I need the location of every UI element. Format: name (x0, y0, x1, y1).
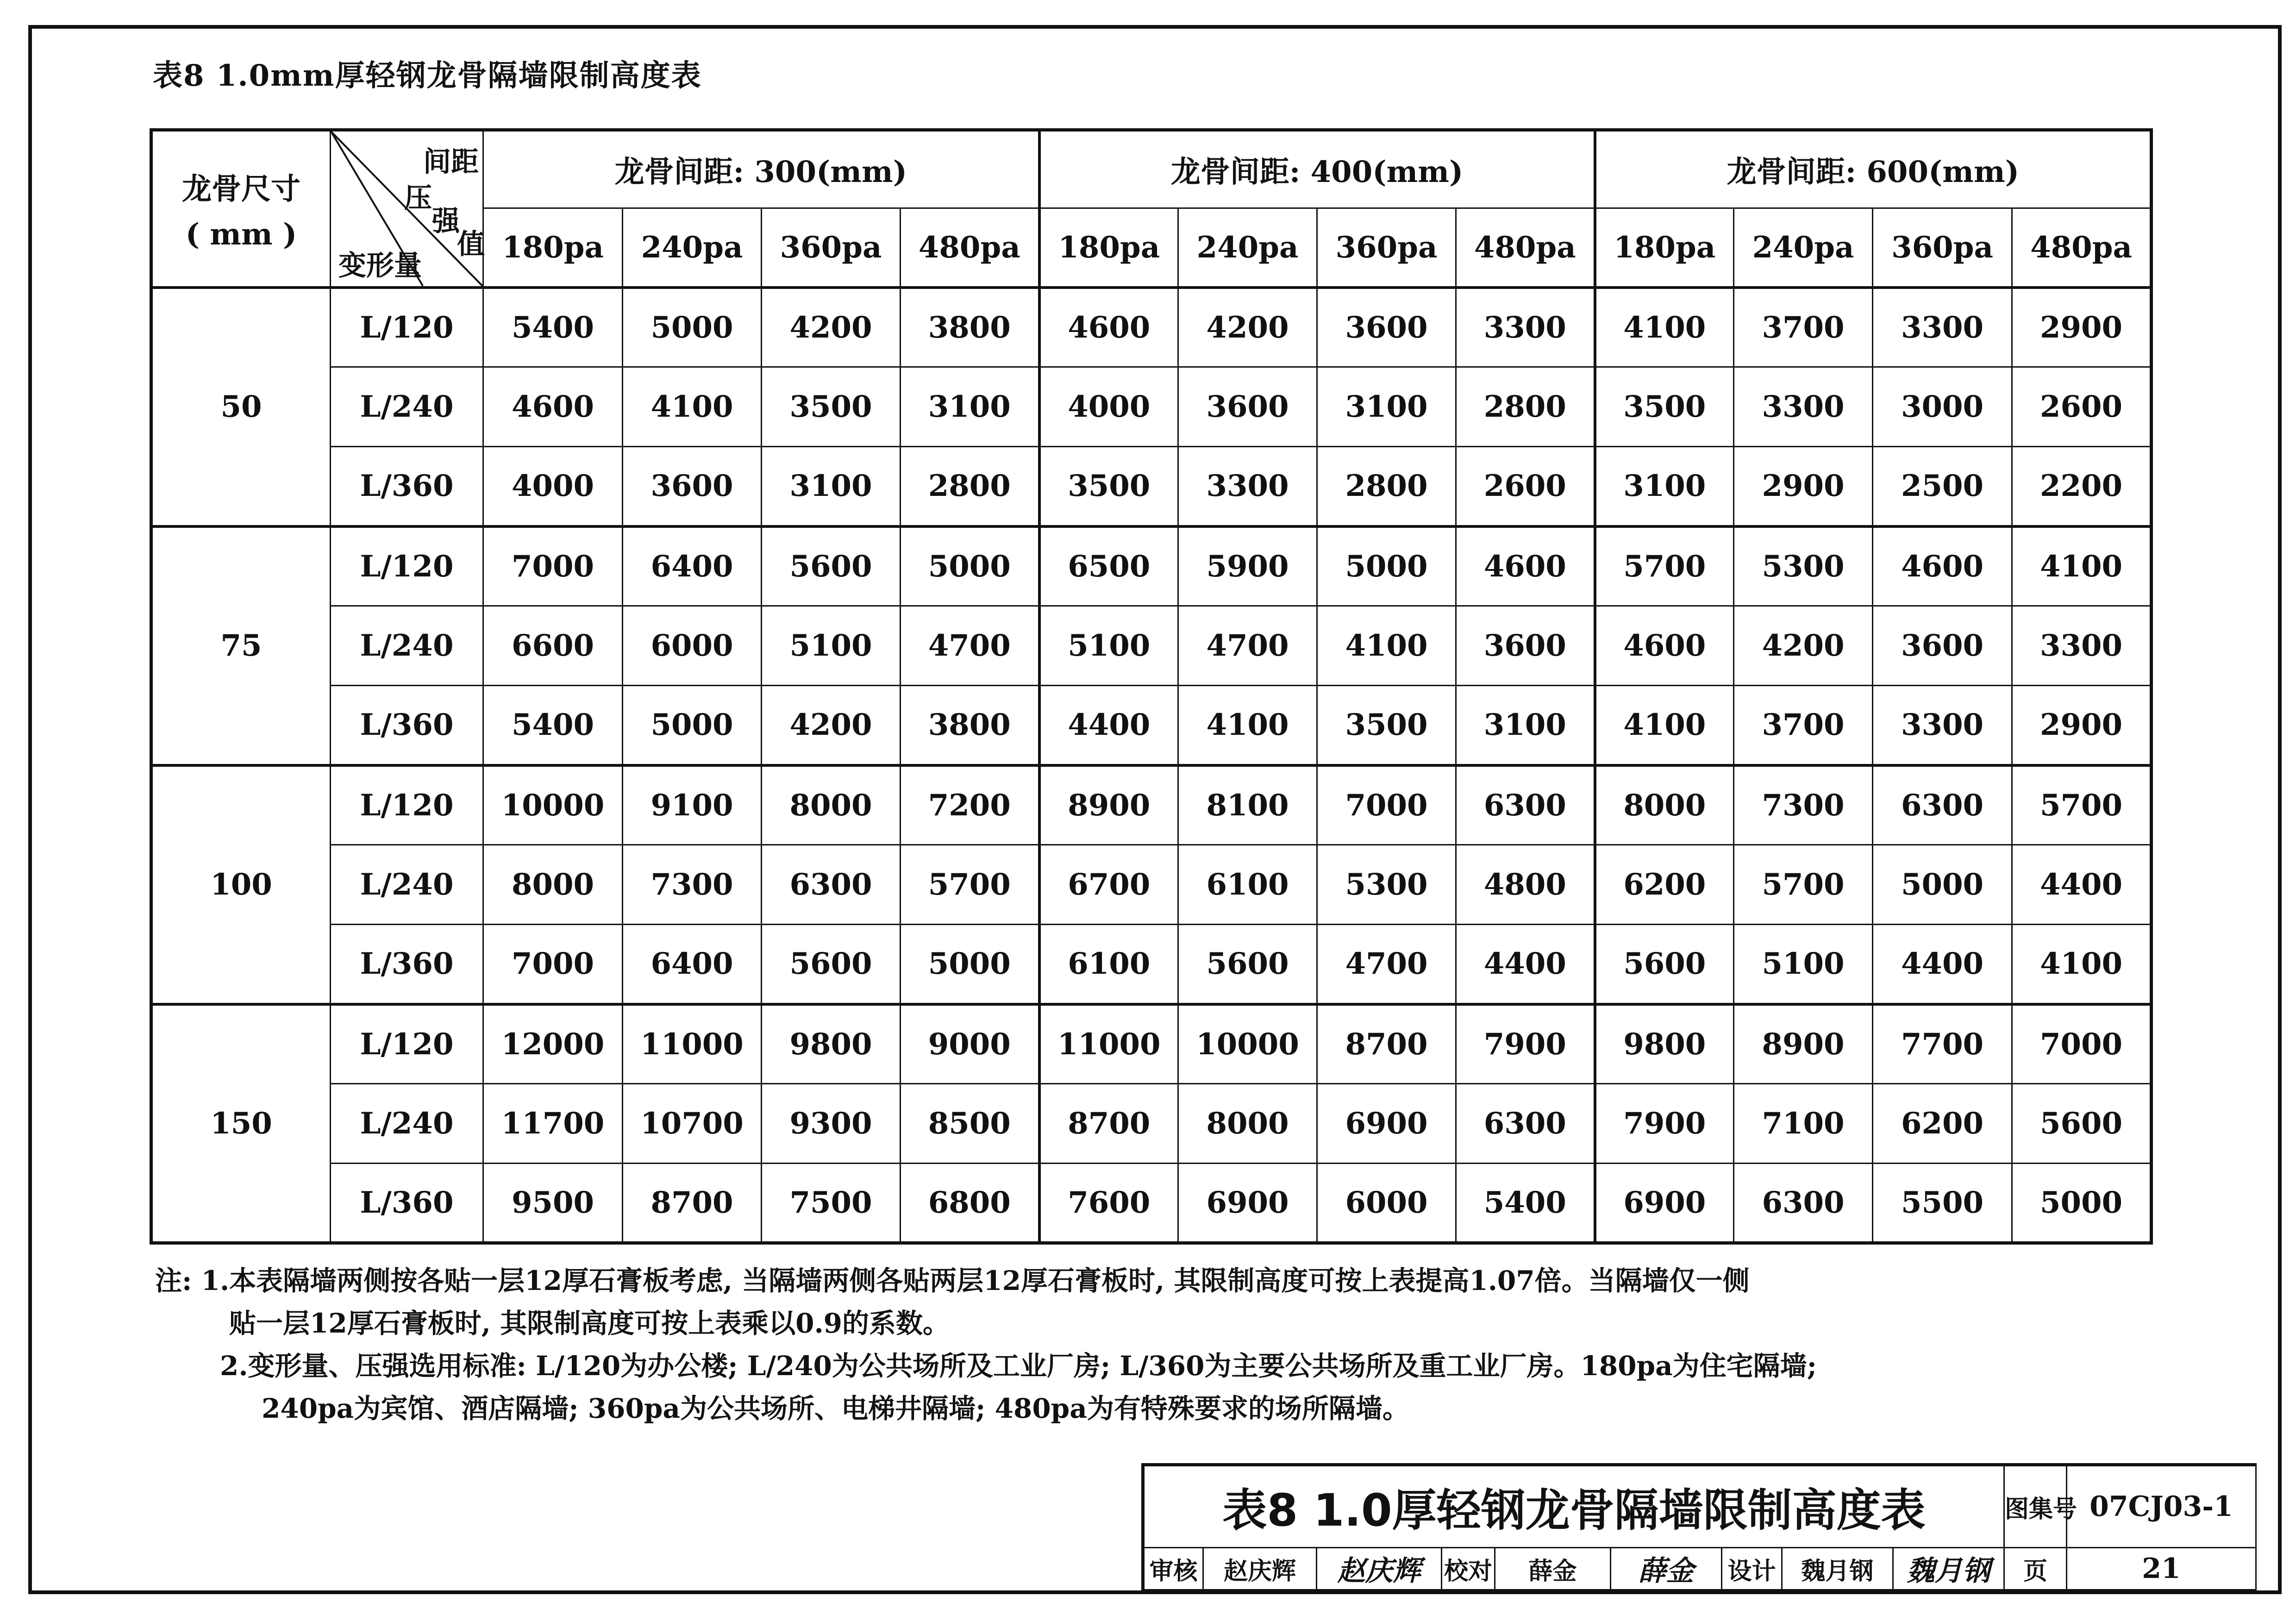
deformation-cell: L/120 (331, 288, 483, 367)
height-value-cell: 5300 (1734, 526, 1873, 606)
height-value-cell: 7900 (1456, 1004, 1595, 1084)
note-2-line-2: 240pa为宾馆、酒店隔墙; 360pa为公共场所、电梯井隔墙; 480pa为有特殊要求的场所隔墙。 (262, 1393, 1409, 1424)
height-value-cell: 2800 (901, 447, 1039, 526)
deformation-cell: L/360 (331, 686, 483, 765)
group-header-300: 龙骨间距: 300(mm) (483, 130, 1039, 208)
height-value-cell: 9800 (762, 1004, 901, 1084)
height-value-cell: 3500 (1595, 367, 1734, 447)
height-value-cell: 4200 (1178, 288, 1317, 367)
height-value-cell: 3100 (1595, 447, 1734, 526)
header-diagonal-cell (331, 130, 483, 288)
header-stud-size-unit: ( mm ) (185, 217, 297, 252)
height-value-cell: 4700 (1178, 606, 1317, 686)
height-value-cell: 8900 (1734, 1004, 1873, 1084)
height-value-cell: 5000 (901, 526, 1039, 606)
height-value-cell: 6800 (901, 1164, 1039, 1243)
height-value-cell: 9300 (762, 1084, 901, 1164)
height-value-cell: 6200 (1595, 845, 1734, 925)
deformation-cell: L/120 (331, 526, 483, 606)
height-value-cell: 8700 (1039, 1084, 1178, 1164)
height-value-cell: 5500 (1873, 1164, 2012, 1243)
height-value-cell: 6100 (1178, 845, 1317, 925)
height-value-cell: 6400 (623, 925, 762, 1004)
height-value-cell: 7100 (1734, 1084, 1873, 1164)
deformation-cell: L/120 (331, 765, 483, 845)
height-value-cell: 4000 (483, 447, 623, 526)
table-row (151, 447, 2152, 526)
height-value-cell: 8100 (1178, 765, 1317, 845)
height-value-cell: 10700 (623, 1084, 762, 1164)
height-value-cell: 5300 (1317, 845, 1456, 925)
pressure-header-0: 180pa (483, 208, 623, 288)
height-value-cell: 3600 (623, 447, 762, 526)
height-value-cell: 4100 (2012, 925, 2152, 1004)
deformation-cell: L/360 (331, 925, 483, 1004)
note-1-line-1: 注: 1.本表隔墙两侧按各贴一层12厚石膏板考虑, 当隔墙两侧各贴两层12厚石膏板时, 其限制高度可按上表提高1.07倍。当隔墙仅一侧 (155, 1265, 1750, 1296)
height-value-cell: 7500 (762, 1164, 901, 1243)
deformation-cell: L/360 (331, 1164, 483, 1243)
height-value-cell: 12000 (483, 1004, 623, 1084)
height-value-cell: 3100 (1456, 686, 1595, 765)
height-value-cell: 6900 (1178, 1164, 1317, 1243)
deformation-cell: L/240 (331, 606, 483, 686)
height-value-cell: 8500 (901, 1084, 1039, 1164)
reviewer-signature: 赵庆辉 (1317, 1548, 1442, 1590)
height-value-cell: 6200 (1873, 1084, 2012, 1164)
height-value-cell: 6700 (1039, 845, 1178, 925)
diag-pressure-3: 值 (457, 228, 485, 261)
height-value-cell: 5400 (483, 288, 623, 367)
pressure-header-11: 480pa (2012, 208, 2152, 288)
height-value-cell: 9500 (483, 1164, 623, 1243)
height-value-cell: 2900 (2012, 288, 2152, 367)
height-value-cell: 11000 (1039, 1004, 1178, 1084)
group-header-600: 龙骨间距: 600(mm) (1595, 130, 2152, 208)
designer-name: 魏月钢 (1782, 1548, 1893, 1590)
height-value-cell: 5900 (1178, 526, 1317, 606)
height-value-cell: 4600 (1595, 606, 1734, 686)
height-value-cell: 5600 (2012, 1084, 2152, 1164)
height-value-cell: 9000 (901, 1004, 1039, 1084)
pressure-header-3: 480pa (901, 208, 1039, 288)
deformation-cell: L/240 (331, 367, 483, 447)
table-row (151, 686, 2152, 765)
height-value-cell: 6300 (762, 845, 901, 925)
height-value-cell: 3300 (1734, 367, 1873, 447)
table-row (151, 526, 2152, 606)
height-value-cell: 5700 (1595, 526, 1734, 606)
height-value-cell: 4700 (1317, 925, 1456, 1004)
height-value-cell: 3800 (901, 686, 1039, 765)
height-value-cell: 8000 (762, 765, 901, 845)
height-value-cell: 6400 (623, 526, 762, 606)
height-value-cell: 3700 (1734, 686, 1873, 765)
header-stud-size (151, 130, 331, 288)
height-value-cell: 2600 (2012, 367, 2152, 447)
height-value-cell: 4400 (1873, 925, 2012, 1004)
diag-pressure-2: 强 (432, 205, 460, 238)
height-value-cell: 4100 (623, 367, 762, 447)
height-value-cell: 8900 (1039, 765, 1178, 845)
height-value-cell: 6900 (1595, 1164, 1734, 1243)
height-value-cell: 3500 (1039, 447, 1178, 526)
pressure-header-8: 180pa (1595, 208, 1734, 288)
height-value-cell: 4000 (1039, 367, 1178, 447)
pressure-header-7: 480pa (1456, 208, 1595, 288)
height-value-cell: 7000 (483, 526, 623, 606)
height-value-cell: 4100 (1595, 686, 1734, 765)
height-value-cell: 3000 (1873, 367, 2012, 447)
height-value-cell: 6300 (1456, 765, 1595, 845)
height-value-cell: 3100 (1317, 367, 1456, 447)
height-value-cell: 7300 (623, 845, 762, 925)
table-row (151, 288, 2152, 367)
height-value-cell: 8700 (1317, 1004, 1456, 1084)
height-value-cell: 5600 (1595, 925, 1734, 1004)
stud-size-cell: 100 (151, 765, 331, 1004)
title-block (1141, 1463, 2257, 1590)
height-value-cell: 5700 (2012, 765, 2152, 845)
diag-deformation-label: 变形量 (338, 250, 422, 282)
pressure-header-10: 360pa (1873, 208, 2012, 288)
height-value-cell: 7900 (1595, 1084, 1734, 1164)
table-row (151, 1004, 2152, 1084)
height-value-cell: 4600 (1456, 526, 1595, 606)
height-value-cell: 7700 (1873, 1004, 2012, 1084)
height-value-cell: 6600 (483, 606, 623, 686)
reviewer-name: 赵庆辉 (1203, 1548, 1317, 1590)
stud-size-cell: 50 (151, 288, 331, 526)
table-row (151, 925, 2152, 1004)
height-value-cell: 3600 (1456, 606, 1595, 686)
height-value-cell: 5700 (1734, 845, 1873, 925)
height-value-cell: 4800 (1456, 845, 1595, 925)
height-value-cell: 2500 (1873, 447, 2012, 526)
table-row (151, 367, 2152, 447)
pressure-header-4: 180pa (1039, 208, 1178, 288)
height-value-cell: 4600 (1873, 526, 2012, 606)
height-value-cell: 3600 (1317, 288, 1456, 367)
height-value-cell: 5100 (762, 606, 901, 686)
height-value-cell: 2900 (1734, 447, 1873, 526)
height-value-cell: 9800 (1595, 1004, 1734, 1084)
header-stud-size-label: 龙骨尺寸 (182, 172, 300, 207)
height-value-cell: 6300 (1873, 765, 2012, 845)
deformation-cell: L/240 (331, 1084, 483, 1164)
height-value-cell: 2200 (2012, 447, 2152, 526)
review-label: 审核 (1143, 1548, 1203, 1590)
height-value-cell: 5600 (1178, 925, 1317, 1004)
height-value-cell: 4400 (1456, 925, 1595, 1004)
table-row (151, 765, 2152, 845)
height-value-cell: 7000 (2012, 1004, 2152, 1084)
height-value-cell: 5000 (623, 288, 762, 367)
table-row (151, 1164, 2152, 1243)
diag-spacing-label: 间距 (423, 146, 479, 178)
note-1-line-2: 贴一层12厚石膏板时, 其限制高度可按上表乘以0.9的系数。 (229, 1308, 950, 1339)
height-value-cell: 5000 (901, 925, 1039, 1004)
height-value-cell: 5700 (901, 845, 1039, 925)
height-value-cell: 6300 (1456, 1084, 1595, 1164)
height-value-cell: 3300 (1456, 288, 1595, 367)
height-value-cell: 4700 (901, 606, 1039, 686)
height-value-cell: 5600 (762, 925, 901, 1004)
stud-size-cell: 75 (151, 526, 331, 765)
height-value-cell: 3500 (762, 367, 901, 447)
height-value-cell: 6500 (1039, 526, 1178, 606)
height-value-cell: 3100 (762, 447, 901, 526)
height-value-cell: 7600 (1039, 1164, 1178, 1243)
height-value-cell: 4100 (1317, 606, 1456, 686)
height-value-cell: 4100 (1595, 288, 1734, 367)
height-value-cell: 5400 (1456, 1164, 1595, 1243)
height-value-cell: 9100 (623, 765, 762, 845)
height-value-cell: 6900 (1317, 1084, 1456, 1164)
height-value-cell: 3300 (1873, 686, 2012, 765)
stud-size-cell: 150 (151, 1004, 331, 1243)
height-value-cell: 5000 (623, 686, 762, 765)
height-value-cell: 5000 (2012, 1164, 2152, 1243)
height-value-cell: 4600 (483, 367, 623, 447)
height-value-cell: 6100 (1039, 925, 1178, 1004)
height-value-cell: 4400 (2012, 845, 2152, 925)
page-number: 21 (2067, 1548, 2256, 1590)
height-value-cell: 10000 (1178, 1004, 1317, 1084)
group-header-400: 龙骨间距: 400(mm) (1039, 130, 1595, 208)
diag-pressure-1: 压 (404, 182, 432, 214)
height-value-cell: 3600 (1178, 367, 1317, 447)
deformation-cell: L/120 (331, 1004, 483, 1084)
table-row (151, 1084, 2152, 1164)
height-value-cell: 3300 (1873, 288, 2012, 367)
height-limit-table (150, 128, 2153, 1245)
designer-signature: 魏月钢 (1893, 1548, 2004, 1590)
height-value-cell: 4100 (1178, 686, 1317, 765)
height-value-cell: 5100 (1039, 606, 1178, 686)
notes (155, 1259, 1817, 1430)
height-value-cell: 8000 (483, 845, 623, 925)
height-value-cell: 3700 (1734, 288, 1873, 367)
page-label: 页 (2004, 1548, 2067, 1590)
deformation-cell: L/360 (331, 447, 483, 526)
height-value-cell: 5100 (1734, 925, 1873, 1004)
height-value-cell: 3500 (1317, 686, 1456, 765)
height-value-cell: 4200 (762, 686, 901, 765)
checker-name: 薛金 (1495, 1548, 1611, 1590)
height-value-cell: 4200 (1734, 606, 1873, 686)
pressure-header-1: 240pa (623, 208, 762, 288)
height-value-cell: 3100 (901, 367, 1039, 447)
title-block-title: 表8 1.0厚轻钢龙骨隔墙限制高度表 (1143, 1465, 2004, 1548)
deformation-cell: L/240 (331, 845, 483, 925)
height-value-cell: 5600 (762, 526, 901, 606)
height-value-cell: 3300 (1178, 447, 1317, 526)
height-value-cell: 7200 (901, 765, 1039, 845)
checker-signature: 薛金 (1611, 1548, 1722, 1590)
height-value-cell: 2800 (1456, 367, 1595, 447)
pressure-header-6: 360pa (1317, 208, 1456, 288)
height-value-cell: 11700 (483, 1084, 623, 1164)
height-value-cell: 8000 (1595, 765, 1734, 845)
design-label: 设计 (1722, 1548, 1782, 1590)
height-value-cell: 3600 (1873, 606, 2012, 686)
height-value-cell: 6000 (1317, 1164, 1456, 1243)
height-value-cell: 8700 (623, 1164, 762, 1243)
height-value-cell: 4400 (1039, 686, 1178, 765)
height-value-cell: 4600 (1039, 288, 1178, 367)
table-row (151, 845, 2152, 925)
height-value-cell: 7000 (483, 925, 623, 1004)
height-value-cell: 5400 (483, 686, 623, 765)
height-value-cell: 10000 (483, 765, 623, 845)
height-value-cell: 7000 (1317, 765, 1456, 845)
check-label: 校对 (1442, 1548, 1495, 1590)
height-value-cell: 5000 (1317, 526, 1456, 606)
height-value-cell: 3800 (901, 288, 1039, 367)
height-value-cell: 6000 (623, 606, 762, 686)
height-value-cell: 2600 (1456, 447, 1595, 526)
height-value-cell: 4100 (2012, 526, 2152, 606)
pressure-header-9: 240pa (1734, 208, 1873, 288)
height-value-cell: 2800 (1317, 447, 1456, 526)
height-value-cell: 5000 (1873, 845, 2012, 925)
height-value-cell: 7300 (1734, 765, 1873, 845)
height-value-cell: 11000 (623, 1004, 762, 1084)
height-value-cell: 8000 (1178, 1084, 1317, 1164)
table-row (151, 606, 2152, 686)
note-2-line-1: 2.变形量、压强选用标准: L/120为办公楼; L/240为公共场所及工业厂房; L/360为主要公共场所及重工业厂房。180pa为住宅隔墙; (220, 1350, 1817, 1382)
pressure-header-5: 240pa (1178, 208, 1317, 288)
atlas-number: 07CJ03-1 (2067, 1465, 2256, 1548)
height-value-cell: 2900 (2012, 686, 2152, 765)
height-value-cell: 4200 (762, 288, 901, 367)
height-value-cell: 6300 (1734, 1164, 1873, 1243)
pressure-header-2: 360pa (762, 208, 901, 288)
atlas-label: 图集号 (2004, 1465, 2067, 1548)
height-value-cell: 3300 (2012, 606, 2152, 686)
table-caption: 表8 1.0mm厚轻钢龙骨隔墙限制高度表 (153, 58, 702, 93)
